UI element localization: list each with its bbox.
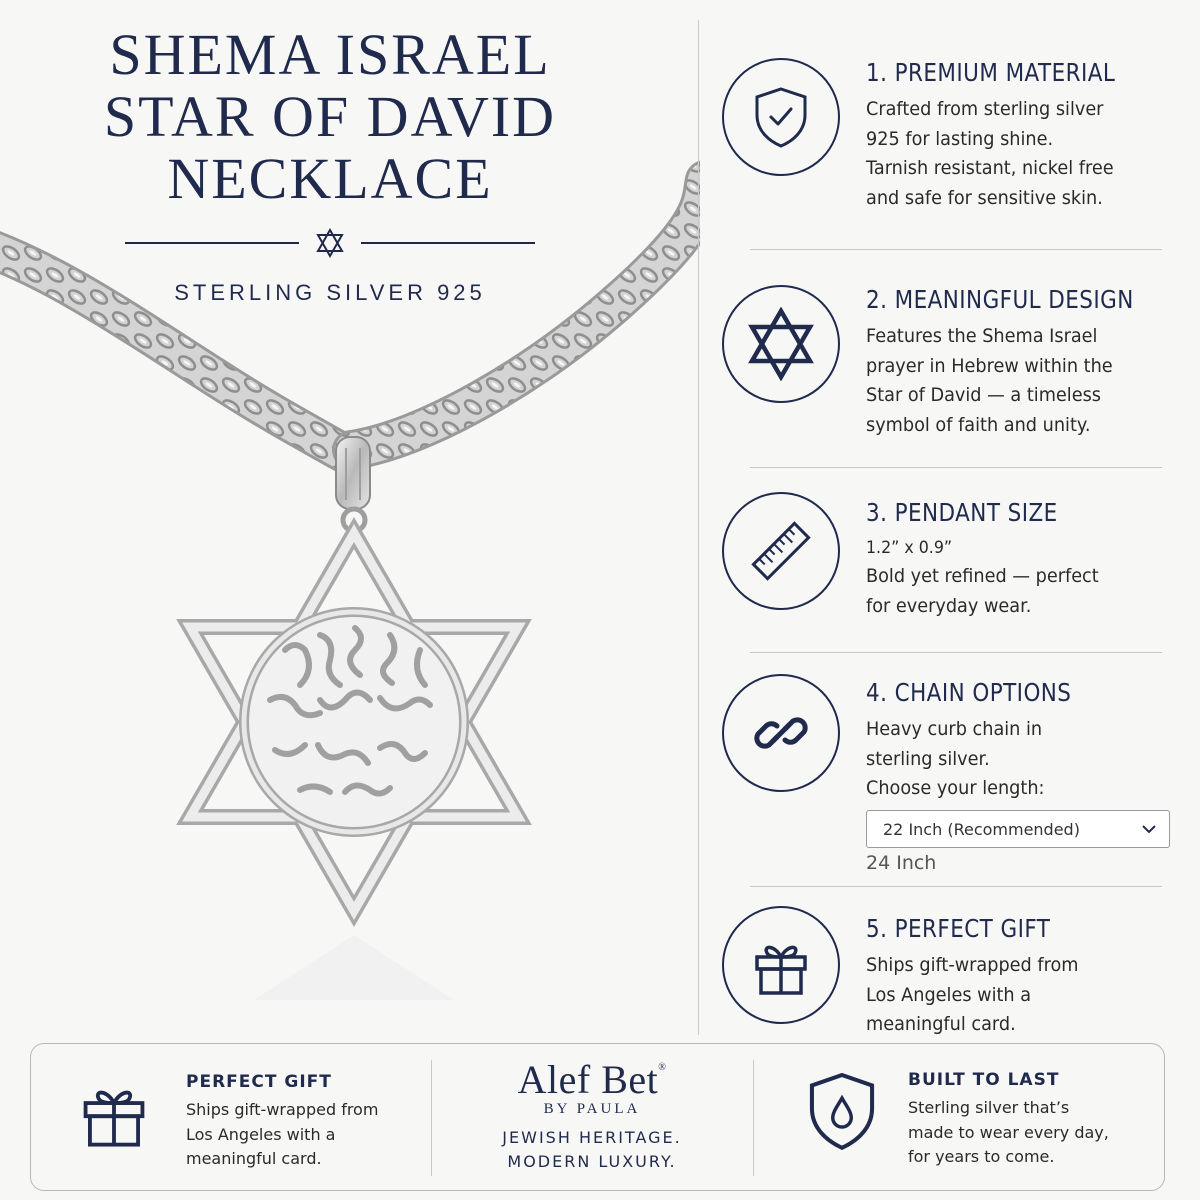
feature-desc-line: Tarnish resistant, nickel free xyxy=(866,157,1114,179)
bottom-gift-title: PERFECT GIFT xyxy=(186,1072,332,1092)
feature-title: 4. CHAIN OPTIONS xyxy=(866,678,1072,707)
feature-title: 3. PENDANT SIZE xyxy=(866,498,1058,527)
ruler-icon xyxy=(722,492,840,610)
feature-title: 1. PREMIUM MATERIAL xyxy=(866,58,1116,87)
feature-separator xyxy=(750,886,1162,887)
feature-pendant-size xyxy=(720,492,1165,642)
gift-icon xyxy=(722,906,840,1024)
feature-desc-line: sterling silver. xyxy=(866,747,990,770)
chain-link-icon xyxy=(722,674,840,792)
pendant-bail xyxy=(336,437,370,531)
feature-desc-line: for everyday wear. xyxy=(866,594,1032,617)
product-subtitle: STERLING SILVER 925 xyxy=(174,280,486,305)
star-of-david-icon xyxy=(315,228,345,258)
feature-meaningful-design xyxy=(720,279,1165,459)
feature-desc-line: meaningful card. xyxy=(866,1013,1016,1035)
product-title-line: NECKLACE xyxy=(167,146,493,211)
feature-desc-line: 925 for lasting shine. xyxy=(866,127,1054,150)
feature-perfect-gift xyxy=(720,906,1165,1036)
feature-desc-line: Star of David — a timeless xyxy=(866,384,1101,406)
brand-name: Alef Bet® xyxy=(517,1057,667,1102)
feature-title: 5. PERFECT GIFT xyxy=(866,914,1051,943)
brand-by-line: BY PAULA xyxy=(543,1101,641,1117)
chain-length-select[interactable] xyxy=(866,810,1170,848)
brand-tagline: MODERN LUXURY. xyxy=(507,1152,677,1171)
vertical-divider xyxy=(698,20,699,1035)
brand-tagline: JEWISH HERITAGE. xyxy=(502,1128,682,1147)
pendant-reflection xyxy=(254,935,454,1000)
bottom-durable-desc-line: Sterling silver that’s xyxy=(908,1098,1070,1117)
feature-separator xyxy=(750,467,1162,468)
bottom-info-bar xyxy=(30,1043,1165,1191)
shield-check-icon xyxy=(722,58,840,176)
feature-desc-line: Los Angeles with a xyxy=(866,983,1032,1006)
feature-desc-line: and safe for sensitive skin. xyxy=(866,186,1103,209)
bottom-gift-desc-line: Ships gift-wrapped from xyxy=(186,1100,379,1119)
feature-desc-line: Crafted from sterling silver xyxy=(866,98,1104,120)
bottom-durable-desc-line: for years to come. xyxy=(908,1147,1055,1166)
bottom-gift-desc-line: Los Angeles with a xyxy=(186,1124,336,1144)
feature-desc-line: prayer in Hebrew within the xyxy=(866,354,1113,377)
bottom-durable-desc-line: made to wear every day, xyxy=(908,1122,1109,1142)
star-of-david-pendant xyxy=(190,533,518,911)
bottom-gift-column xyxy=(31,1044,431,1190)
gift-icon xyxy=(79,1078,149,1150)
feature-desc-line: Features the Shema Israel xyxy=(866,325,1098,347)
feature-desc-line: symbol of faith and unity. xyxy=(866,413,1091,436)
feature-desc-line: Bold yet refined — perfect xyxy=(866,565,1099,587)
feature-premium-material xyxy=(720,52,1165,232)
chain-length-selected-value: 22 Inch (Recommended) xyxy=(883,819,1080,839)
feature-separator xyxy=(750,652,1162,653)
feature-desc-line: Choose your length: xyxy=(866,777,1045,799)
bottom-durable-title: BUILT TO LAST xyxy=(908,1070,1060,1090)
chain-length-option[interactable]: 24 Inch xyxy=(866,852,937,874)
bottom-gift-desc-line: meaningful card. xyxy=(186,1149,322,1168)
brand-logo xyxy=(431,1044,753,1190)
product-title-line: SHEMA ISRAEL xyxy=(109,22,551,87)
feature-desc-line: Ships gift-wrapped from xyxy=(866,954,1079,976)
feature-chain-options xyxy=(720,674,1165,879)
chevron-down-icon xyxy=(1141,824,1157,834)
pendant-size-value: 1.2” x 0.9” xyxy=(866,538,953,558)
feature-title: 2. MEANINGFUL DESIGN xyxy=(866,285,1134,314)
product-title-line: STAR OF DAVID xyxy=(103,84,557,149)
product-title-block xyxy=(90,24,570,306)
title-divider xyxy=(125,228,535,258)
star-of-david-icon xyxy=(722,285,840,403)
bottom-durable-column xyxy=(753,1044,1163,1190)
feature-desc-line: Heavy curb chain in xyxy=(866,718,1043,740)
feature-separator xyxy=(750,249,1162,250)
shield-water-drop-icon xyxy=(805,1070,879,1154)
